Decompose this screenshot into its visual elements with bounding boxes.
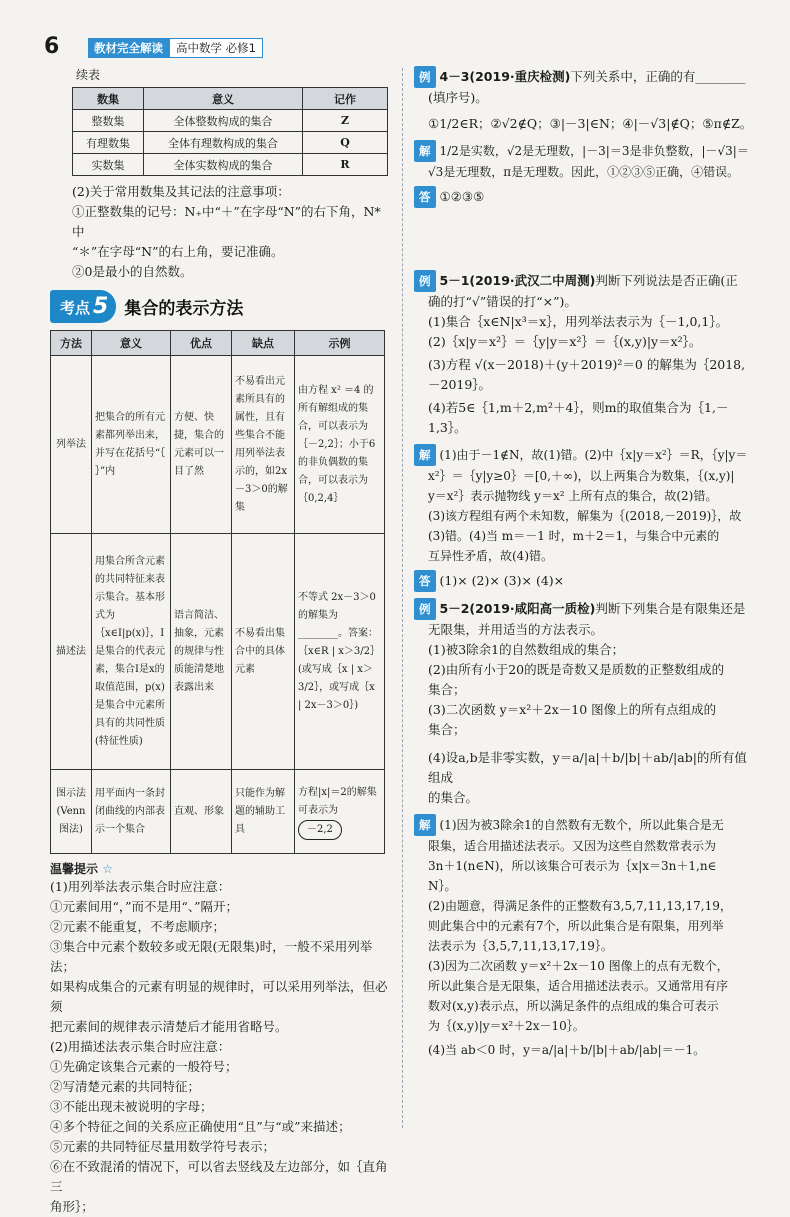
solution-badge: 解: [414, 140, 436, 162]
solution-line: 则此集合中的元素有7个，所以此集合是有限集，用列举: [428, 919, 724, 933]
column-divider: [402, 68, 403, 1128]
table-cell: 全体整数构成的集合: [144, 110, 303, 132]
continued-label: 续表: [76, 68, 101, 82]
solution-line: 数对(x,y)表示点，所以满足条件的点组成的集合可表示: [428, 999, 719, 1013]
question-line: (3)二次函数 y＝x²＋2x－10 图像上的所有点组成的: [428, 702, 717, 717]
question-line: (2)由所有小于20的既是奇数又是质数的正整数组成的: [428, 662, 725, 677]
tip-line: 如果构成集合的元素有明显的规律时，可以采用列举法，但必须: [50, 979, 388, 1014]
table-row: [51, 356, 385, 534]
con-cell: 不易看出元素所具有的属性，且有些集合不能用列举法表示的，如2x－3＞0的解集: [232, 356, 295, 534]
kaodian-title: 集合的表示方法: [124, 298, 244, 319]
running-header: [88, 38, 263, 58]
example-text: 方程|x|＝2的解集可表示为: [298, 786, 377, 816]
table-header-row: [51, 331, 385, 356]
example-badge: 例: [414, 66, 436, 88]
question-line: (1)集合｛x∈N|x³＝x｝，用列举法表示为｛－1,0,1｝。: [428, 314, 729, 329]
table-row: [73, 132, 388, 154]
book-label: 高中数学 必修1: [169, 38, 263, 58]
table-cell: 实数集: [73, 154, 144, 176]
table-cell: 有理数集: [73, 132, 144, 154]
example-4-3: [414, 66, 754, 208]
question-line: ①1/2∈R；②√2∉Q；③|－3|∈N；④|－√3|∉Q；⑤π∉Z。: [428, 116, 753, 131]
tip-line: 把元素间的规律表示清楚后才能用省略号。: [50, 1019, 288, 1034]
question-line: 集合；: [428, 722, 466, 737]
method-cell: 描述法: [51, 534, 92, 770]
solution-line: (1)由于－1∉N，故(1)错。(2)中｛x|y＝x²｝＝R，｛y|y＝: [439, 448, 748, 462]
example-badge: 例: [414, 598, 436, 620]
example-5-1: [414, 270, 754, 592]
meaning-cell: 把集合的所有元素都列举出来，并写在花括号“｛ ｝”内: [92, 356, 171, 534]
table-cell: Q: [303, 132, 388, 154]
note-line: ②0是最小的自然数。: [72, 264, 193, 279]
number-set-notes: [50, 182, 395, 282]
pro-cell: 语言简洁、抽象，元素的规律与性质能清楚地表露出来: [171, 534, 232, 770]
table-row: [73, 110, 388, 132]
solution-badge: 解: [414, 814, 436, 836]
kaodian-number: 5: [93, 293, 109, 319]
con-cell: 不易看出集合中的具体元素: [232, 534, 295, 770]
tips-title: 温馨提示: [50, 862, 99, 876]
solution-line: (3)该方程组有两个未知数，解集为｛(2018,－2019)｝，故: [428, 509, 742, 523]
solution-line: (1)因为被3除余1的自然数有无数个，所以此集合是无: [439, 818, 724, 832]
table-header: 意义: [144, 88, 303, 110]
solution-line: 3n＋1(n∈N)，所以该集合可表示为｛x|x＝3n＋1,n∈: [428, 859, 717, 873]
note-line: ①正整数集的记号：N₊中“＋”在字母“N”的右下角，N* 中: [72, 204, 381, 239]
solution-line: 1/2是实数，√2是无理数，|－3|＝3是非负整数，|－√3|＝: [439, 144, 749, 158]
answer-badge: 答: [414, 570, 436, 592]
tip-line: ③集合中元素个数较多或无限(无限集)时，一般不采用列举法；: [50, 939, 373, 974]
meaning-cell: 用平面内一条封闭曲线的内部表示一个集合: [92, 770, 171, 854]
solution-line: 法表示为｛3,5,7,11,13,17,19｝。: [428, 939, 613, 953]
solution-line: 为｛(x,y)|y＝x²＋2x－10｝。: [428, 1019, 585, 1033]
solution-line: (3)因为二次函数 y＝x²＋2x－10 图像上的点有无数个，: [428, 959, 729, 973]
solution-line: (2)由题意，得满足条件的正整数有3,5,7,11,13,17,19，: [428, 899, 732, 913]
question-line: 判断下列说法是否正确(正: [595, 273, 738, 288]
table-cell: 整数集: [73, 110, 144, 132]
meaning-cell: 用集合所含元素的共同特征来表示集合。基本形式为｛x∈I|p(x)｝，I是集合的代表元素，集合I是x的取值范围，p(x)是集合中元素所具有的共同性质(特征性质): [92, 534, 171, 770]
tip-line: (1)用列举法表示集合时应注意：: [50, 879, 231, 894]
question-line: 判断下列集合是有限集还是: [595, 601, 746, 616]
tip-line: ⑥在不致混淆的情况下，可以省去竖线及左边部分，如｛直角三: [50, 1159, 388, 1194]
table-row: [51, 770, 385, 854]
kaodian-label: 考点: [60, 298, 91, 317]
question-line: (4)若5∈｛1,m＋2,m²＋4｝，则m的取值集合为｛1,－1,3｝。: [428, 400, 729, 435]
solution-line: y＝x²｝表示抛物线 y＝x² 上所有点的集合，故(2)错。: [428, 489, 718, 503]
example-id: 5－1(2019·武汉二中周测): [439, 273, 596, 288]
question-line: (4)设a,b是非零实数，y＝a/|a|＋b/|b|＋ab/|ab|的所有值组成: [428, 750, 747, 785]
pro-cell: 直观、形象: [171, 770, 232, 854]
venn-circle: －2,2: [298, 820, 342, 840]
number-set-table: [72, 87, 388, 176]
solution-badge: 解: [414, 444, 436, 466]
answer-badge: 答: [414, 186, 436, 208]
table-header: 优点: [171, 331, 232, 356]
question-line: (2)｛x|y＝x²｝＝｛y|y＝x²｝＝｛(x,y)|y＝x²｝。: [428, 334, 702, 349]
star-icon: ☆: [102, 862, 113, 876]
solution-line: (3)错。(4)当 m＝－1 时，m＋2＝1，与集合中元素的: [428, 529, 720, 543]
representation-method-table: [50, 330, 385, 854]
table-header-row: [73, 88, 388, 110]
solution-line: √3是无理数，π是无理数。因此，①②③⑤正确，④错误。: [428, 165, 740, 179]
table-row: [73, 154, 388, 176]
table-header: 示例: [295, 331, 385, 356]
question-line: (填序号)。: [428, 90, 488, 105]
tips-heading: [50, 860, 395, 877]
example-cell: [295, 770, 385, 854]
solution-line: x²｝＝｛y|y≥0｝＝[0,＋∞)，以上两集合为数集，｛(x,y)|: [428, 469, 735, 483]
table-header: 意义: [92, 331, 171, 356]
table-header: 记作: [303, 88, 388, 110]
question-line: (3)方程 √(x－2018)＋(y＋2019)²＝0 的解集为｛2018,－2019｝。: [428, 357, 746, 392]
kaodian-heading: [50, 290, 395, 322]
table-row: [51, 534, 385, 770]
table-cell: R: [303, 154, 388, 176]
tip-line: ①元素间用“，”而不是用“、”隔开；: [50, 899, 239, 914]
example-cell: 不等式 2x－3＞0 的解集为________。答案：｛x∈R | x＞3/2｝(或写成｛x | x＞3/2｝，或写成｛x | 2x－3＞0｝): [295, 534, 385, 770]
tip-line: ①先确定该集合元素的一般符号；: [50, 1059, 238, 1074]
question-line: 下列关系中，正确的有________: [570, 69, 746, 84]
example-5-2: [414, 598, 754, 1060]
table-cell: 全体实数构成的集合: [144, 154, 303, 176]
table-header: 方法: [51, 331, 92, 356]
solution-line: (4)当 ab＜0 时，y＝a/|a|＋b/|b|＋ab/|ab|＝－1。: [428, 1043, 706, 1057]
question-line: 集合；: [428, 682, 466, 697]
solution-line: 所以此集合是无限集，适合用描述法表示。又通常用有序: [428, 979, 729, 993]
tips-list: [50, 877, 395, 1217]
left-column: [50, 66, 395, 1217]
question-line: 无限集，并用适当的方法表示。: [428, 622, 604, 637]
example-id: 5－2(2019·咸阳高一质检): [439, 601, 596, 616]
question-line: 的集合。: [428, 790, 479, 805]
note-line: “＊”在字母“N”的右上角，要记准确。: [72, 244, 284, 259]
answer-text: ①②③⑤: [439, 189, 485, 204]
answer-text: (1)× (2)× (3)× (4)×: [439, 573, 565, 588]
kaodian-badge: [50, 290, 116, 323]
tip-line: ⑤元素的共同特征尽量用数学符号表示；: [50, 1139, 276, 1154]
solution-line: 互异性矛盾，故(4)错。: [428, 549, 553, 563]
method-cell: 图示法(Venn图法): [51, 770, 92, 854]
page-number: 6: [44, 34, 60, 59]
series-label: 教材完全解读: [88, 38, 169, 58]
solution-line: 限集，适合用描述法表示。又因为这些自然数常表示为: [428, 839, 717, 853]
note-line: (2)关于常用数集及其记法的注意事项：: [72, 184, 290, 199]
table-cell: 全体有理数构成的集合: [144, 132, 303, 154]
tip-line: ③不能出现未被说明的字母；: [50, 1099, 213, 1114]
con-cell: 只能作为解题的辅助工具: [232, 770, 295, 854]
tip-line: ②写清楚元素的共同特征；: [50, 1079, 201, 1094]
tip-line: ②元素不能重复，不考虑顺序；: [50, 919, 226, 934]
example-id: 4－3(2019·重庆检测): [439, 69, 571, 84]
right-column: [414, 66, 754, 1060]
question-line: 确的打“√”错误的打“×”)。: [428, 294, 577, 309]
tip-line: (2)用描述法表示集合时应注意：: [50, 1039, 231, 1054]
example-cell: 由方程 x² ＝4 的所有解组成的集合，可以表示为｛－2,2｝；小于6的非负偶数的集合，可以表示为｛0,2,4｝: [295, 356, 385, 534]
method-cell: 列举法: [51, 356, 92, 534]
tip-line: ④多个特征之间的关系应正确使用“且”与“或”来描述；: [50, 1119, 351, 1134]
table-cell: Z: [303, 110, 388, 132]
pro-cell: 方便、快捷，集合的元素可以一目了然: [171, 356, 232, 534]
example-badge: 例: [414, 270, 436, 292]
question-line: (1)被3除余1的自然数组成的集合；: [428, 642, 625, 657]
table-header: 缺点: [232, 331, 295, 356]
table-header: 数集: [73, 88, 144, 110]
tip-line: 角形｝；: [50, 1199, 94, 1214]
solution-line: N｝。: [428, 879, 457, 893]
